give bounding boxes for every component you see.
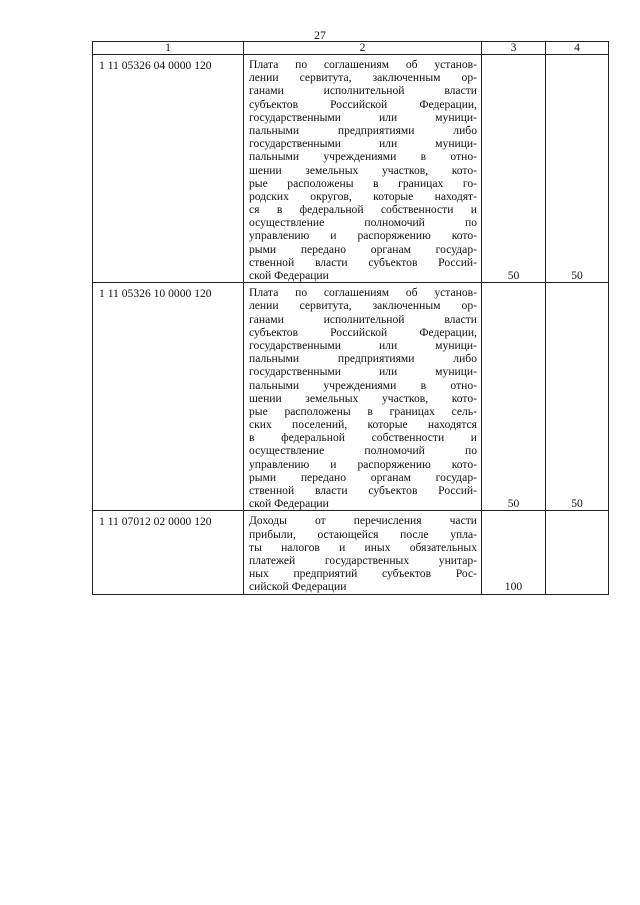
header-col-4: 4 — [546, 42, 609, 55]
description-line: ты налогов и иных обязательных — [249, 540, 477, 554]
description-line: платежей государственных унитар- — [249, 553, 477, 567]
header-col-1: 1 — [93, 42, 244, 55]
header-col-3: 3 — [482, 42, 546, 55]
description-line: лении сервитута, заключенным ор- — [249, 299, 477, 313]
budget-table — [92, 41, 609, 595]
description-line: осуществление полномочий по — [249, 444, 477, 458]
description-line: ганами исполнительной власти — [249, 84, 477, 98]
description-line: Плата по соглашениям об установ- — [249, 286, 477, 300]
classification-code: 1 11 07012 02 0000 120 — [93, 511, 244, 594]
table-row — [93, 511, 609, 594]
description-line: ся в федеральной собственности и — [249, 203, 477, 217]
income-description — [244, 55, 482, 283]
page-number: 27 — [314, 28, 326, 42]
description-line: государственными или муници- — [249, 137, 477, 151]
description-line: субъектов Российской Федерации, — [249, 325, 477, 339]
description-line: ганами исполнительной власти — [249, 312, 477, 326]
description-line: шении земельных участков, кото- — [249, 163, 477, 177]
value-col-3: 100 — [482, 511, 546, 594]
description-line: управлению и распоряжению кото- — [249, 457, 477, 471]
description-line: субъектов Российской Федерации, — [249, 97, 477, 111]
description-line: ных предприятий субъектов Рос- — [249, 567, 477, 581]
description-line: прибыли, остающейся после упла- — [249, 527, 477, 541]
description-line: ской Федерации — [249, 497, 329, 511]
income-description — [244, 511, 482, 594]
description-line: лении сервитута, заключенным ор- — [249, 71, 477, 85]
description-line: шении земельных участков, кото- — [249, 391, 477, 405]
description-line: Доходы от перечисления части — [249, 514, 477, 528]
value-col-4 — [546, 511, 609, 594]
description-line: государственными или муници- — [249, 110, 477, 124]
description-line: ских поселений, которые находятся — [249, 418, 477, 432]
description-line: ственной власти субъектов Россий- — [249, 484, 477, 497]
description-line: в федеральной собственности и — [249, 431, 477, 445]
description-line: ской Федерации — [249, 269, 329, 282]
value-col-3: 50 — [482, 55, 546, 283]
description-line: пальными предприятиями либо — [249, 352, 477, 366]
description-line: родских округов, которые находят- — [249, 189, 477, 203]
table-row — [93, 283, 609, 511]
description-line: рыми передано органам государ- — [249, 242, 477, 256]
description-line: государственными или муници- — [249, 338, 477, 352]
description-line: осуществление полномочий по — [249, 216, 477, 230]
description-line: рыми передано органам государ- — [249, 470, 477, 484]
description-line: сийской Федерации — [249, 580, 347, 594]
description-line: пальными предприятиями либо — [249, 123, 477, 137]
table-row — [93, 55, 609, 283]
value-col-3: 50 — [482, 283, 546, 511]
description-line: Плата по соглашениям об установ- — [249, 58, 477, 71]
income-description — [244, 283, 482, 511]
description-line: пальными учреждениями в отно- — [249, 378, 477, 392]
classification-code: 1 11 05326 04 0000 120 — [93, 55, 244, 283]
description-line: рые расположены в границах го- — [249, 176, 477, 190]
table-header-row — [93, 42, 609, 55]
description-line: рые расположены в границах сель- — [249, 404, 477, 418]
classification-code: 1 11 05326 10 0000 120 — [93, 283, 244, 511]
header-col-2: 2 — [244, 42, 482, 55]
value-col-4: 50 — [546, 55, 609, 283]
description-line: управлению и распоряжению кото- — [249, 229, 477, 243]
description-line: ственной власти субъектов Россий- — [249, 255, 477, 269]
value-col-4: 50 — [546, 283, 609, 511]
description-line: пальными учреждениями в отно- — [249, 150, 477, 164]
description-line: государственными или муници- — [249, 365, 477, 379]
